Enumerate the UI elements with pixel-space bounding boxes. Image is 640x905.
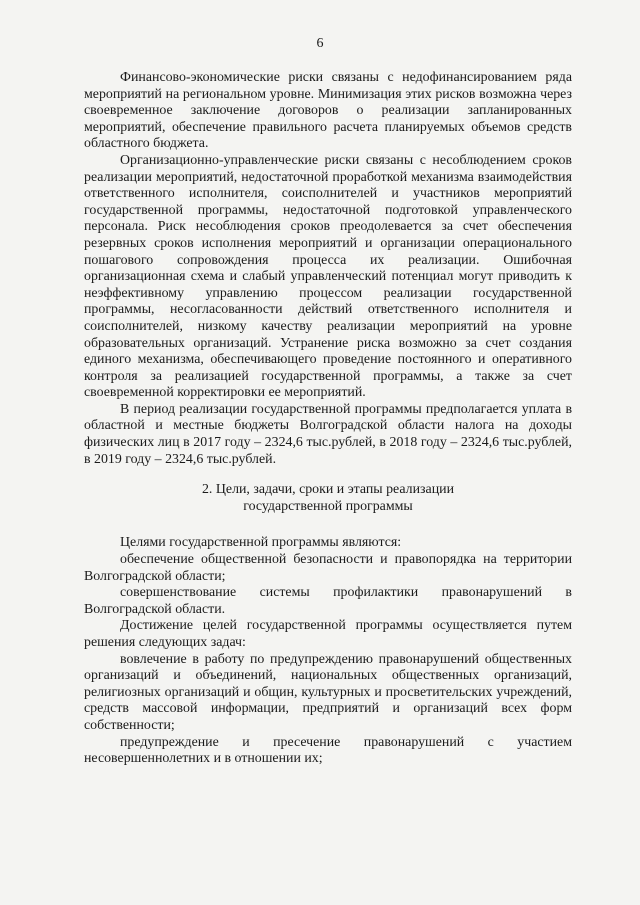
- document-body: [84, 70, 572, 768]
- paragraph-task-involvement: вовлечение в работу по предупреждению правонарушений общественных организаций и объединений, национальных общественных организаций, религиозных организаций и общин, культурных и просветительских учреждений, средств массовой информации, предприятий и организаций всех форм собственности;: [84, 651, 572, 733]
- paragraph-organizational-risks: Организационно-управленческие риски связаны с несоблюдением сроков реализации мероприятий, недостаточной проработкой механизма взаимодействия ответственного исполнителя, соисполнителей и участников мероприятий государственной программы, недостаточной подготовкой управленческого персонала. Риск несоблюдения сроков преодолевается за счет обеспечения резервных сроков исполнения мероприятий и организации операционального пошагового сопровождения процесса их реализации. Ошибочная организационная схема и слабый управленческий потенциал могут приводить к неэффективному управлению процессом реализации государственной программы, несогласованности действий ответственного исполнителя и соисполнителей, низкому качеству реализации мероприятий на уровне образовательных организаций. Устранение риска возможно за счет создания единого механизма, обеспечивающего проведение постоянного и оперативного контроля за реализацией государственной программы, а также за счет своевременной корректировки ее мероприятий.: [84, 152, 572, 401]
- paragraph-goal-security: обеспечение общественной безопасности и правопорядка на территории Волгоградской области;: [84, 552, 572, 584]
- page-number: 6: [316, 36, 324, 51]
- paragraph-goals-intro: Целями государственной программы являются:: [120, 535, 402, 551]
- paragraph-tax-revenue: В период реализации государственной программы предполагается уплата в областной и местные бюджеты Волгоградской области налога на доходы физических лиц в 2017 году – 2324,6 тыс.рублей, в 2018 году – 2324,6 тыс.рублей, в 2019 году – 2324,6 тыс.рублей.: [84, 401, 572, 467]
- paragraph-tasks-intro: Достижение целей государственной программы осуществляется путем решения следующих задач:: [84, 618, 572, 650]
- paragraph-financial-risks: Финансово-экономические риски связаны с недофинансированием ряда мероприятий на региональном уровне. Минимизация этих рисков возможна через своевременное заключение договоров о реализации запланированных мероприятий, обеспечение правильного расчета планируемых объемов средств областного бюджета.: [84, 70, 572, 152]
- paragraph-task-minors: предупреждение и пресечение правонарушений с участием несовершеннолетних и в отношении их;: [84, 734, 572, 767]
- section-heading-line-2: государственной программы: [243, 498, 413, 514]
- section-heading-line-1: 2. Цели, задачи, сроки и этапы реализации: [201, 482, 455, 498]
- section-heading: [84, 482, 572, 515]
- paragraph-goal-prevention: совершенствование системы профилактики правонарушений в Волгоградской области.: [84, 585, 572, 617]
